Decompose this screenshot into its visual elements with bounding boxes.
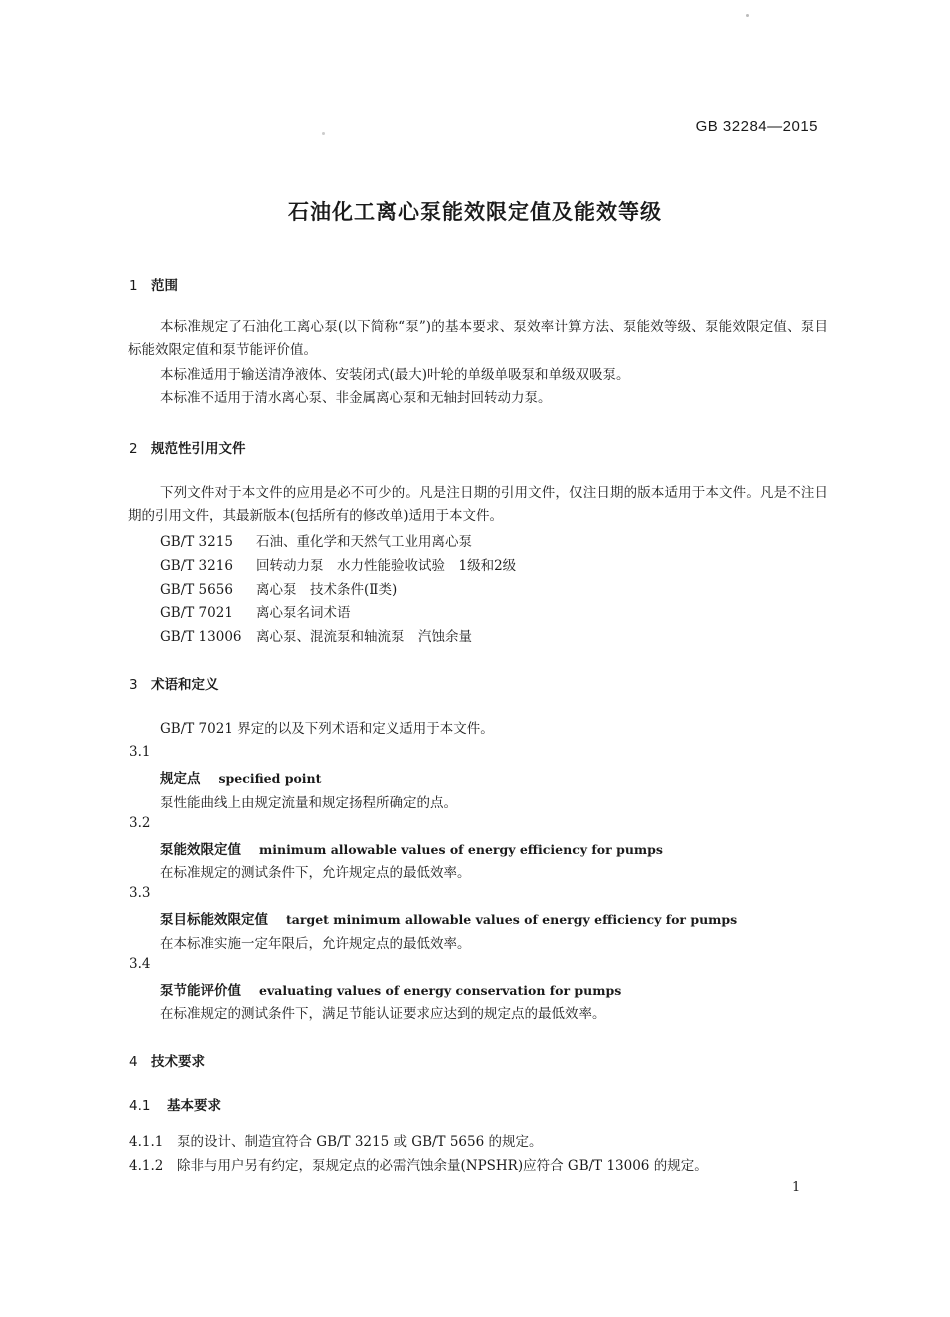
subsection-number: 4.1 — [129, 1098, 151, 1114]
term-en: specified point — [218, 771, 322, 786]
standard-number: GB 32284—2015 — [695, 118, 818, 135]
reference-item — [160, 530, 472, 550]
paragraph: 本标准规定了石油化工离心泵(以下简称“泵”)的基本要求、泵效率计算方法、泵能效等级、泵能效限定值、泵目标能效限定值和泵节能评价值。 — [128, 319, 828, 358]
reference-code: GB/T 3216 — [160, 558, 233, 574]
term-en: minimum allowable values of energy efficiency for pumps — [259, 842, 663, 857]
term-heading — [160, 979, 621, 999]
reference-name: 回转动力泵 水力性能验收试验 1级和2级 — [256, 558, 517, 574]
scan-speck — [322, 132, 325, 135]
subsection-heading-4-1 — [129, 1094, 221, 1114]
term-definition: 在标准规定的测试条件下，满足节能认证要求应达到的规定点的最低效率。 — [160, 1006, 606, 1022]
term-cn: 泵能效限定值 — [160, 842, 241, 858]
term-heading — [160, 908, 737, 928]
term-definition: 在标准规定的测试条件下，允许规定点的最低效率。 — [160, 865, 471, 881]
section-heading-3 — [129, 673, 219, 693]
clause-number: 4.1.2 — [129, 1158, 164, 1174]
reference-item — [160, 601, 351, 621]
term-en: evaluating values of energy conservation for pumps — [259, 983, 622, 998]
section-number: 4 — [129, 1054, 138, 1070]
reference-name: 离心泵、混流泵和轴流泵 汽蚀余量 — [256, 629, 472, 645]
term-heading — [160, 767, 321, 787]
subsection-title: 基本要求 — [167, 1098, 221, 1114]
clause-number: 4.1.1 — [129, 1134, 164, 1150]
reference-item — [160, 554, 516, 574]
term-cn: 泵目标能效限定值 — [160, 912, 268, 928]
reference-name: 石油、重化学和天然气工业用离心泵 — [256, 534, 472, 550]
section-title: 规范性引用文件 — [151, 441, 246, 457]
document-title: 石油化工离心泵能效限定值及能效等级 — [288, 200, 662, 224]
page-number: 1 — [792, 1180, 801, 1195]
term-heading — [160, 838, 663, 858]
section-number: 3 — [129, 677, 138, 693]
clause-text: 除非与用户另有约定，泵规定点的必需汽蚀余量(NPSHR)应符合 GB/T 13006 的规定。 — [177, 1158, 708, 1174]
term-cn: 规定点 — [160, 771, 201, 787]
term-number: 3.3 — [129, 885, 151, 901]
term-number: 3.4 — [129, 956, 151, 972]
reference-item — [160, 625, 472, 645]
section-title: 范围 — [151, 278, 178, 294]
term-definition: 在本标准实施一定年限后，允许规定点的最低效率。 — [160, 936, 471, 952]
section-heading-1 — [129, 274, 178, 294]
paragraph: 下列文件对于本文件的应用是必不可少的。凡是注日期的引用文件，仅注日期的版本适用于本文件。凡是不注日期的引用文件，其最新版本(包括所有的修改单)适用于本文件。 — [128, 485, 828, 524]
reference-name: 离心泵名词术语 — [256, 605, 351, 621]
term-definition: 泵性能曲线上由规定流量和规定扬程所确定的点。 — [160, 795, 457, 811]
paragraph: 本标准适用于输送清净液体、安装闭式(最大)叶轮的单级单吸泵和单级双吸泵。 — [160, 367, 630, 383]
reference-item — [160, 578, 397, 598]
section-title: 术语和定义 — [151, 677, 219, 693]
clause-item — [129, 1130, 542, 1150]
section-intro: GB/T 7021 界定的以及下列术语和定义适用于本文件。 — [160, 721, 494, 737]
term-number: 3.1 — [129, 744, 151, 760]
reference-code: GB/T 7021 — [160, 605, 233, 621]
reference-code: GB/T 13006 — [160, 629, 242, 645]
reference-code: GB/T 3215 — [160, 534, 233, 550]
term-cn: 泵节能评价值 — [160, 983, 241, 999]
section-title: 技术要求 — [151, 1054, 205, 1070]
section-number: 2 — [129, 441, 138, 457]
paragraph: 本标准不适用于清水离心泵、非金属离心泵和无轴封回转动力泵。 — [160, 390, 552, 406]
reference-code: GB/T 5656 — [160, 582, 233, 598]
clause-text: 泵的设计、制造宜符合 GB/T 3215 或 GB/T 5656 的规定。 — [177, 1134, 543, 1150]
section-number: 1 — [129, 278, 138, 294]
reference-name: 离心泵 技术条件(Ⅱ类) — [256, 582, 398, 598]
scan-speck — [746, 14, 749, 17]
term-number: 3.2 — [129, 815, 151, 831]
section-heading-2 — [129, 437, 246, 457]
term-en: target minimum allowable values of energy efficiency for pumps — [286, 912, 738, 927]
section-heading-4 — [129, 1050, 205, 1070]
clause-item — [129, 1154, 708, 1174]
